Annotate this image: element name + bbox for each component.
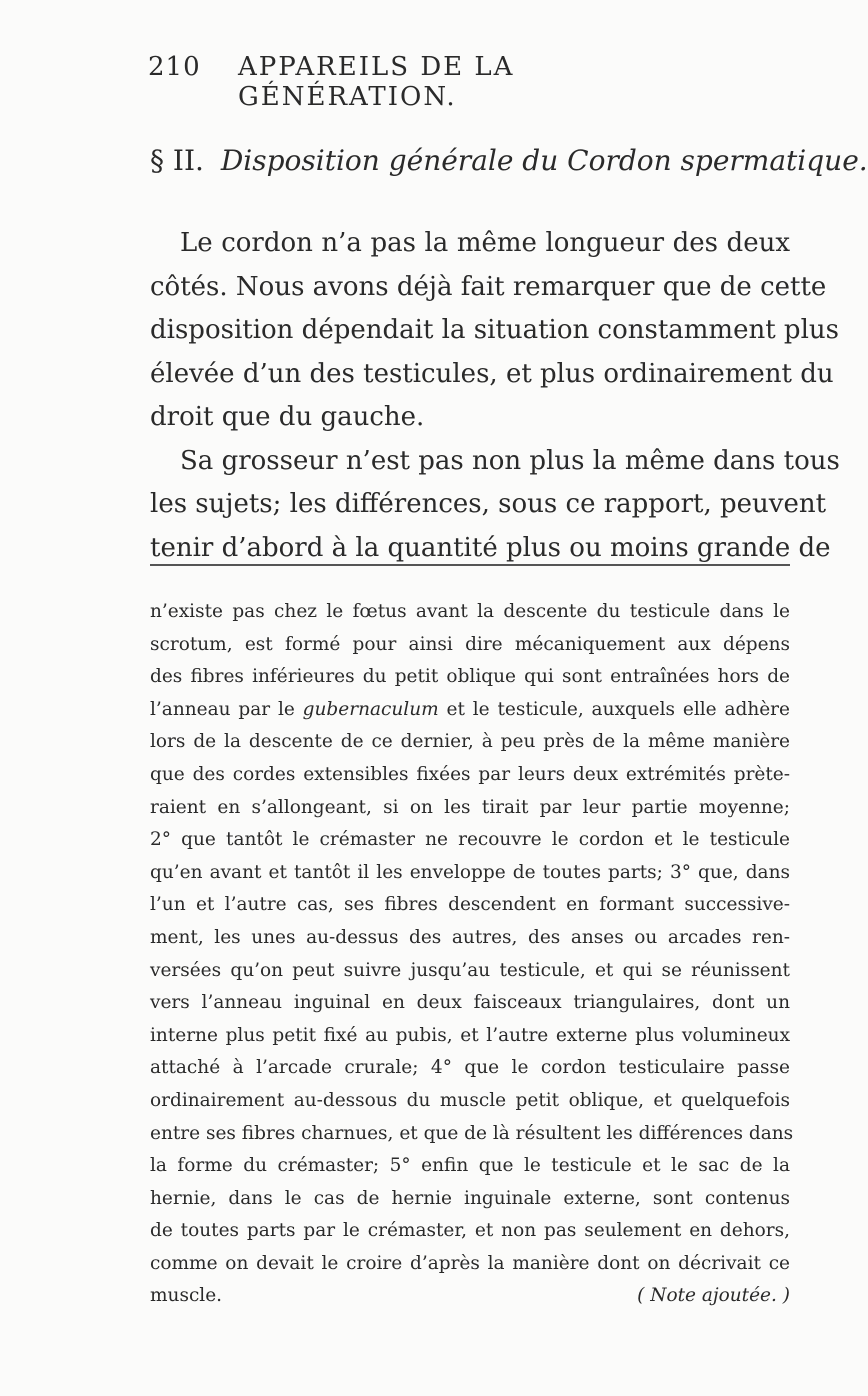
note-line: versées qu’on peut suivre jusqu’au testicule, et qui se réunissent bbox=[150, 959, 790, 981]
note-attribution: ( Note ajoutée. ) bbox=[637, 1285, 790, 1307]
note-line: lors de la descente de ce dernier, à peu près de la même manière bbox=[150, 731, 790, 753]
main-text bbox=[150, 222, 840, 570]
note-italic-term: gubernaculum bbox=[302, 698, 439, 720]
note-line: de toutes parts par le crémaster, et non pas seulement en dehors, bbox=[150, 1220, 790, 1242]
main-line: Sa grosseur n’est pas non plus la même dans tous bbox=[180, 445, 840, 476]
main-line: tenir d’abord à la quantité plus ou moins grande de bbox=[150, 532, 831, 563]
main-line: les sujets; les différences, sous ce rapport, peuvent bbox=[150, 489, 827, 519]
main-line: côtés. Nous avons déjà fait remarquer que de cette bbox=[150, 271, 827, 302]
footnote-text bbox=[150, 596, 794, 1313]
note-line: ordinairement au-dessous du muscle petit oblique, et quelquefois bbox=[150, 1089, 790, 1111]
section-heading bbox=[150, 144, 868, 177]
footnote-separator bbox=[150, 564, 790, 566]
note-line bbox=[150, 694, 790, 727]
note-line: que des cordes extensibles fixées par leurs deux extrémités prète- bbox=[150, 763, 790, 785]
note-line: scrotum, est formé pour ainsi dire mécaniquement aux dépens bbox=[150, 633, 790, 655]
note-line: 2° que tantôt le crémaster ne recouvre le cordon et le testicule bbox=[150, 829, 790, 851]
main-line: disposition dépendait la situation constamment plus bbox=[150, 315, 839, 345]
note-line: ment, les unes au-dessus des autres, des anses ou arcades ren- bbox=[150, 926, 790, 948]
note-text: l’anneau par le bbox=[150, 698, 295, 720]
note-line: l’un et l’autre cas, ses fibres descendent en formant successive- bbox=[150, 894, 790, 916]
section-number: § II. bbox=[150, 144, 204, 177]
page-number: 210 bbox=[148, 52, 201, 82]
note-line: des fibres inférieures du petit oblique qui sont entraînées hors de bbox=[150, 666, 790, 688]
note-line: hernie, dans le cas de hernie inguinale externe, sont contenus bbox=[150, 1187, 790, 1209]
note-line: interne plus petit fixé au pubis, et l’autre externe plus volumineux bbox=[150, 1024, 790, 1046]
running-title: APPAREILS DE LA GÉNÉRATION. bbox=[238, 52, 515, 112]
note-line: raient en s’allongeant, si on les tirait par leur partie moyenne; bbox=[150, 796, 790, 818]
main-line: Le cordon n’a pas la même longueur des deux bbox=[180, 228, 790, 258]
note-line: la forme du crémaster; 5° enfin que le testicule et le sac de la bbox=[150, 1155, 790, 1177]
note-line: vers l’anneau inguinal en deux faisceaux triangulaires, dont un bbox=[150, 992, 790, 1014]
note-text: et le testicule, auxquels elle adhère bbox=[446, 698, 790, 720]
note-line: n’existe pas chez le fœtus avant la descente du testicule dans le bbox=[150, 601, 790, 622]
main-line: élevée d’un des testicules, et plus ordinairement du bbox=[150, 358, 834, 389]
running-header bbox=[148, 52, 708, 112]
main-line: droit que du gauche. bbox=[150, 402, 425, 432]
note-line: comme on devait le croire d’après la manière dont on décrivait ce bbox=[150, 1252, 790, 1274]
note-text: muscle. bbox=[150, 1285, 223, 1307]
note-line: qu’en avant et tantôt il les enveloppe de toutes parts; 3° que, dans bbox=[150, 861, 790, 883]
note-line: entre ses fibres charnues, et que de là résultent les différences dans bbox=[150, 1122, 794, 1144]
section-title: Disposition générale du Cordon spermatique. bbox=[220, 144, 868, 177]
note-line: attaché à l’arcade crurale; 4° que le cordon testiculaire passe bbox=[150, 1057, 790, 1079]
